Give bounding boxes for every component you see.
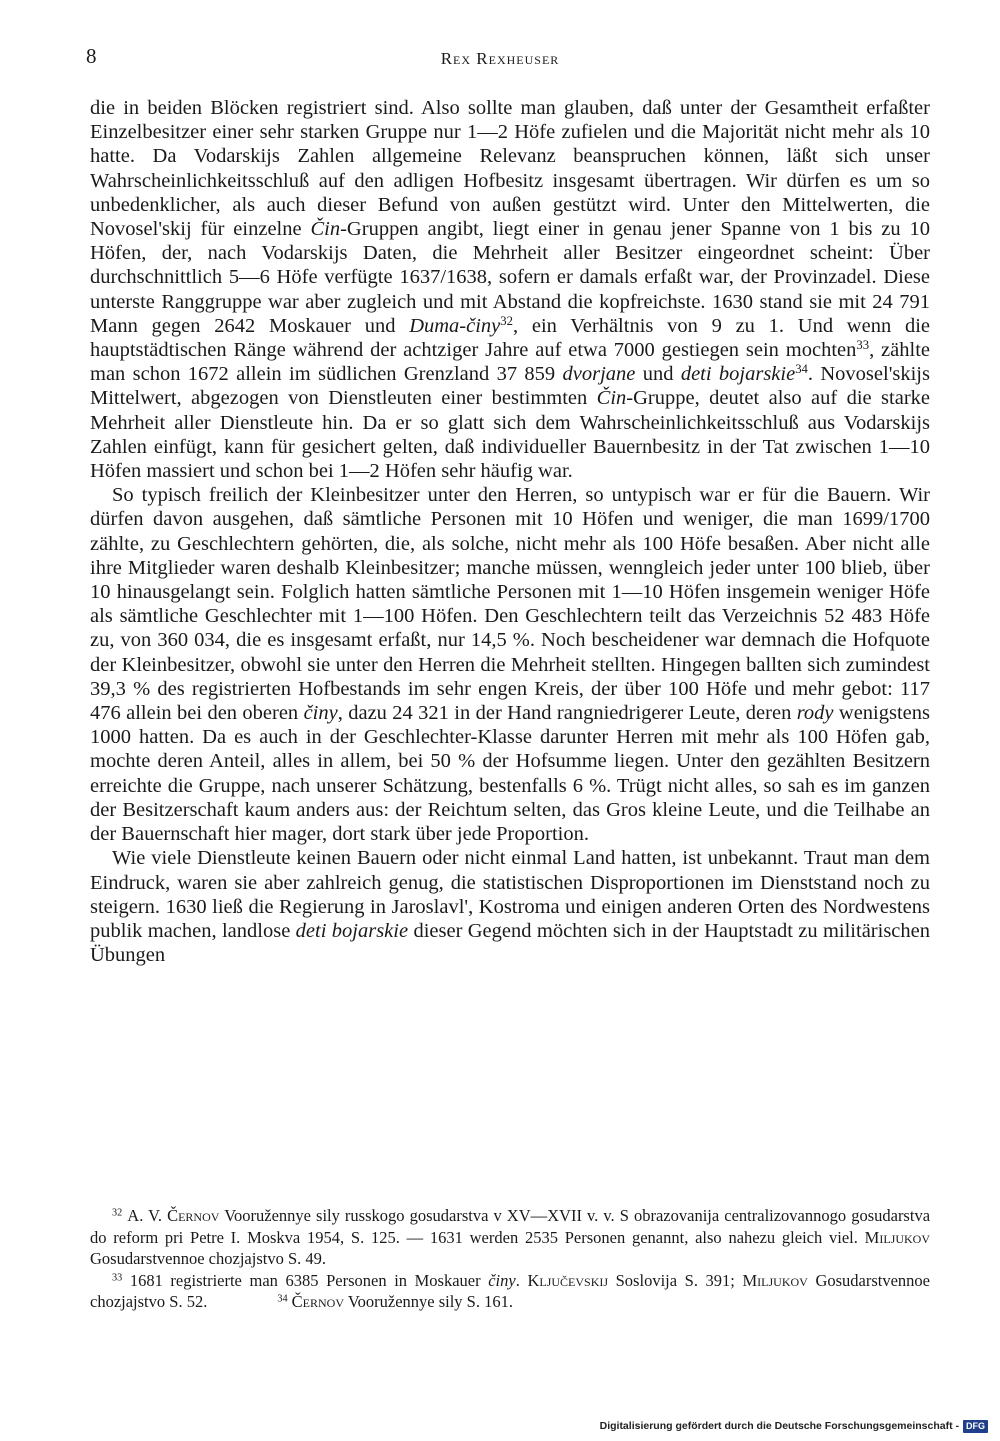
footnote-34 xyxy=(277,1292,513,1311)
footnote-ref[interactable]: 34 xyxy=(795,362,808,377)
footnote-text: . xyxy=(515,1270,528,1290)
text-run: und xyxy=(635,363,681,386)
footnote-number: 33 xyxy=(112,1271,123,1283)
text-run: , ein Verhältnis von 9 zu 1. Und wenn die hauptstädtischen Ränge während der achtziger Jahre auf etwa 7000 gestiegen sein mochten xyxy=(90,314,930,362)
text-run: dieser Gegend möchten sich in der Hauptstadt zu militärischen Übungen xyxy=(90,919,930,967)
footnote-text: Vooružennye sily S. 161. xyxy=(344,1292,513,1311)
italic-term: činy xyxy=(488,1270,516,1290)
body-text xyxy=(90,96,930,967)
text-run: , zählte man schon 1672 allein im südlichen Grenzland 37 859 xyxy=(90,339,930,386)
italic-term: deti bojarskie xyxy=(680,363,796,386)
text-run: -Gruppen angibt, liegt einer in genau jener Spanne von 1 bis zu 10 Höfen, der, nach Vodarskijs Daten, die Mehrheit aller Besitzer eingeordnet scheint: Über durchschnittlich 5—6 Höfe verfügte 1637/1638, sofern er damals erfaßt war, der Provinzadel. Diese unterste Ranggruppe war aber zugleich und mit Abstand die kopfreichste. 1630 stand sie mit 24 791 Mann gegen 2642 Moskauer und xyxy=(90,218,930,337)
text-run: . Novosel'skijs Mittelwert, abgezogen von Dienstleuten einer bestimmten xyxy=(90,363,930,410)
footnote-author: Miljukov xyxy=(864,1227,930,1247)
footnote-author: A. V. Černov xyxy=(127,1206,220,1225)
italic-term: Čin xyxy=(596,387,627,410)
footnote-number: 34 xyxy=(277,1293,288,1305)
text-run: wenigstens 1000 hatten. Da es auch in der Geschlechter-Klasse darunter Herren mit mehr als 100 Höfen gab, mochte deren Anteil, alles in allem, bei 50 % der Hofsumme liegen. Unter den gezählten Besitzern erreichte die Gruppe, nach unserer Schätzung, bestenfalls 6 %. Trügt nicht alles, so sah es im ganzen der Besitzerschaft kaum anders aus: der Reichtum selten, das Gros kleine Leute, und die Teilhabe an der Bauernschaft hier mager, dort stark über jede Proportion. xyxy=(90,702,930,846)
footnote-text: Gosudarstvennoe chozjajstvo S. 49. xyxy=(90,1249,327,1268)
paragraph-1 xyxy=(90,96,930,483)
footnote-author: Ključevskij xyxy=(527,1270,609,1290)
footnote-text: Soslovija S. 391; xyxy=(608,1270,743,1290)
italic-term: Duma-činy xyxy=(409,314,501,337)
text-run: , dazu 24 321 in der Hand rangniedrigerer Leute, deren xyxy=(337,702,797,725)
footnote-ref[interactable]: 32 xyxy=(500,313,513,328)
text-run: So typisch freilich der Kleinbesitzer unter den Herren, so untypisch war er für die Bauern. Wir dürfen davon ausgehen, daß sämtliche Personen mit 10 Höfen und weniger, die man 1699/1700 zählte, zu Geschlechtern gehörten, die, als solche, nicht mehr als 100 Höfe besaßen. Aber nicht alle ihre Mitglieder waren deshalb Kleinbesitzer; manche müssen, wenngleich jeder unter 100 blieb, über 10 hinausgelangt sein. Folglich hatten sämtliche Personen mit 1—10 Höfen insgemein weniger Höfe als sämtliche Geschlechter mit 1—100 Höfen. Den Geschlechtern teilt das Verzeichnis 52 483 Höfe zu, von 360 034, die es insgesamt erfaßt, nur 14,5 %. Noch bescheidener war demnach die Hofquote der Kleinbesitzer, obwohl sie unter den Herren die Mehrheit stellten. Hingegen ballten sich zumindest 39,3 % des registrierten Hofbestands im sehr engen Kreis, der über 100 Höfe und mehr gebot: 117 476 allein bei den oberen xyxy=(90,484,930,725)
footnote-number: 32 xyxy=(112,1207,123,1219)
digitization-credit xyxy=(600,1420,988,1433)
text-run: -Gruppe, deutet also auf die starke Mehrheit aller Dienstleute hin. Da er so glatt sich dem Wahrscheinlichkeitsschluß aus Vodarskijs Zahlen einfügt, kann für gesichert gelten, daß individueller Bauernbesitz in der Tat zwischen 1—10 Höfen massiert und schon bei 1—2 Höfen sehr häufig war. xyxy=(90,387,930,483)
footnote-ref[interactable]: 33 xyxy=(856,338,870,353)
footnote-author: Černov xyxy=(291,1292,345,1311)
paragraph-3 xyxy=(90,846,930,967)
page-number: 8 xyxy=(86,44,97,68)
italic-term: Čin xyxy=(310,218,341,241)
dfg-logo-icon: DFG xyxy=(963,1420,988,1433)
italic-term: dvorjane xyxy=(562,363,636,386)
text-run: Wie viele Dienstleute keinen Bauern oder nicht einmal Land hatten, ist unbekannt. Traut man dem Eindruck, waren sie aber zahlreich genug, die statistischen Disproportionen im Dienststand noch zu steigern. 1630 ließ die Regierung in Jaroslavl', Kostroma und einigen anderen Orten des Nordwestens publik machen, landlose xyxy=(90,847,930,942)
text-run: die in beiden Blöcken registriert sind. Also sollte man glauben, daß unter der Gesamtheit erfaßter Einzelbesitzer einer sehr starken Gruppe nur 1—2 Höfe zufielen und die Majorität nicht mehr als 10 hatte. Da Vodarskijs Zahlen allgemeine Relevanz beanspruchen können, läßt sich unser Wahrscheinlichkeitsschluß auf den adligen Hofbesitz insgesamt übertragen. Wir dürfen es um so unbedenklicher, als auch dieser Befund von außen gestützt wird. Unter den Mittelwerten, die Novosel'skij für einzelne xyxy=(90,97,930,241)
italic-term: rody xyxy=(796,702,834,725)
paragraph-2 xyxy=(90,483,930,846)
footnote-text: Vooružennye sily russkogo gosudarstva v XV—XVII v. v. S obrazovanija centralizovannogo gosudarstva do reform pri Petre I. Moskva 1954, S. 125. — 1631 werden 2535 Personen genannt, also nahezu gleich viel. xyxy=(90,1206,931,1247)
italic-term: deti bojarskie xyxy=(295,919,409,942)
italic-term: činy xyxy=(303,702,338,725)
footnotes xyxy=(90,1205,930,1313)
credit-text: Digitalisierung gefördert durch die Deutsche Forschungsgemeinschaft - xyxy=(599,1420,959,1433)
footnote-33 xyxy=(90,1270,930,1313)
footnote-32 xyxy=(90,1205,930,1270)
footnote-text: Gosudarstvennoe chozjajstvo S. 52. xyxy=(90,1270,931,1311)
running-head: Rex Rexheuser xyxy=(440,49,560,68)
footnote-author: Miljukov xyxy=(742,1270,808,1290)
footnote-text: 1681 registrierte man 6385 Personen in Moskauer xyxy=(122,1270,489,1290)
